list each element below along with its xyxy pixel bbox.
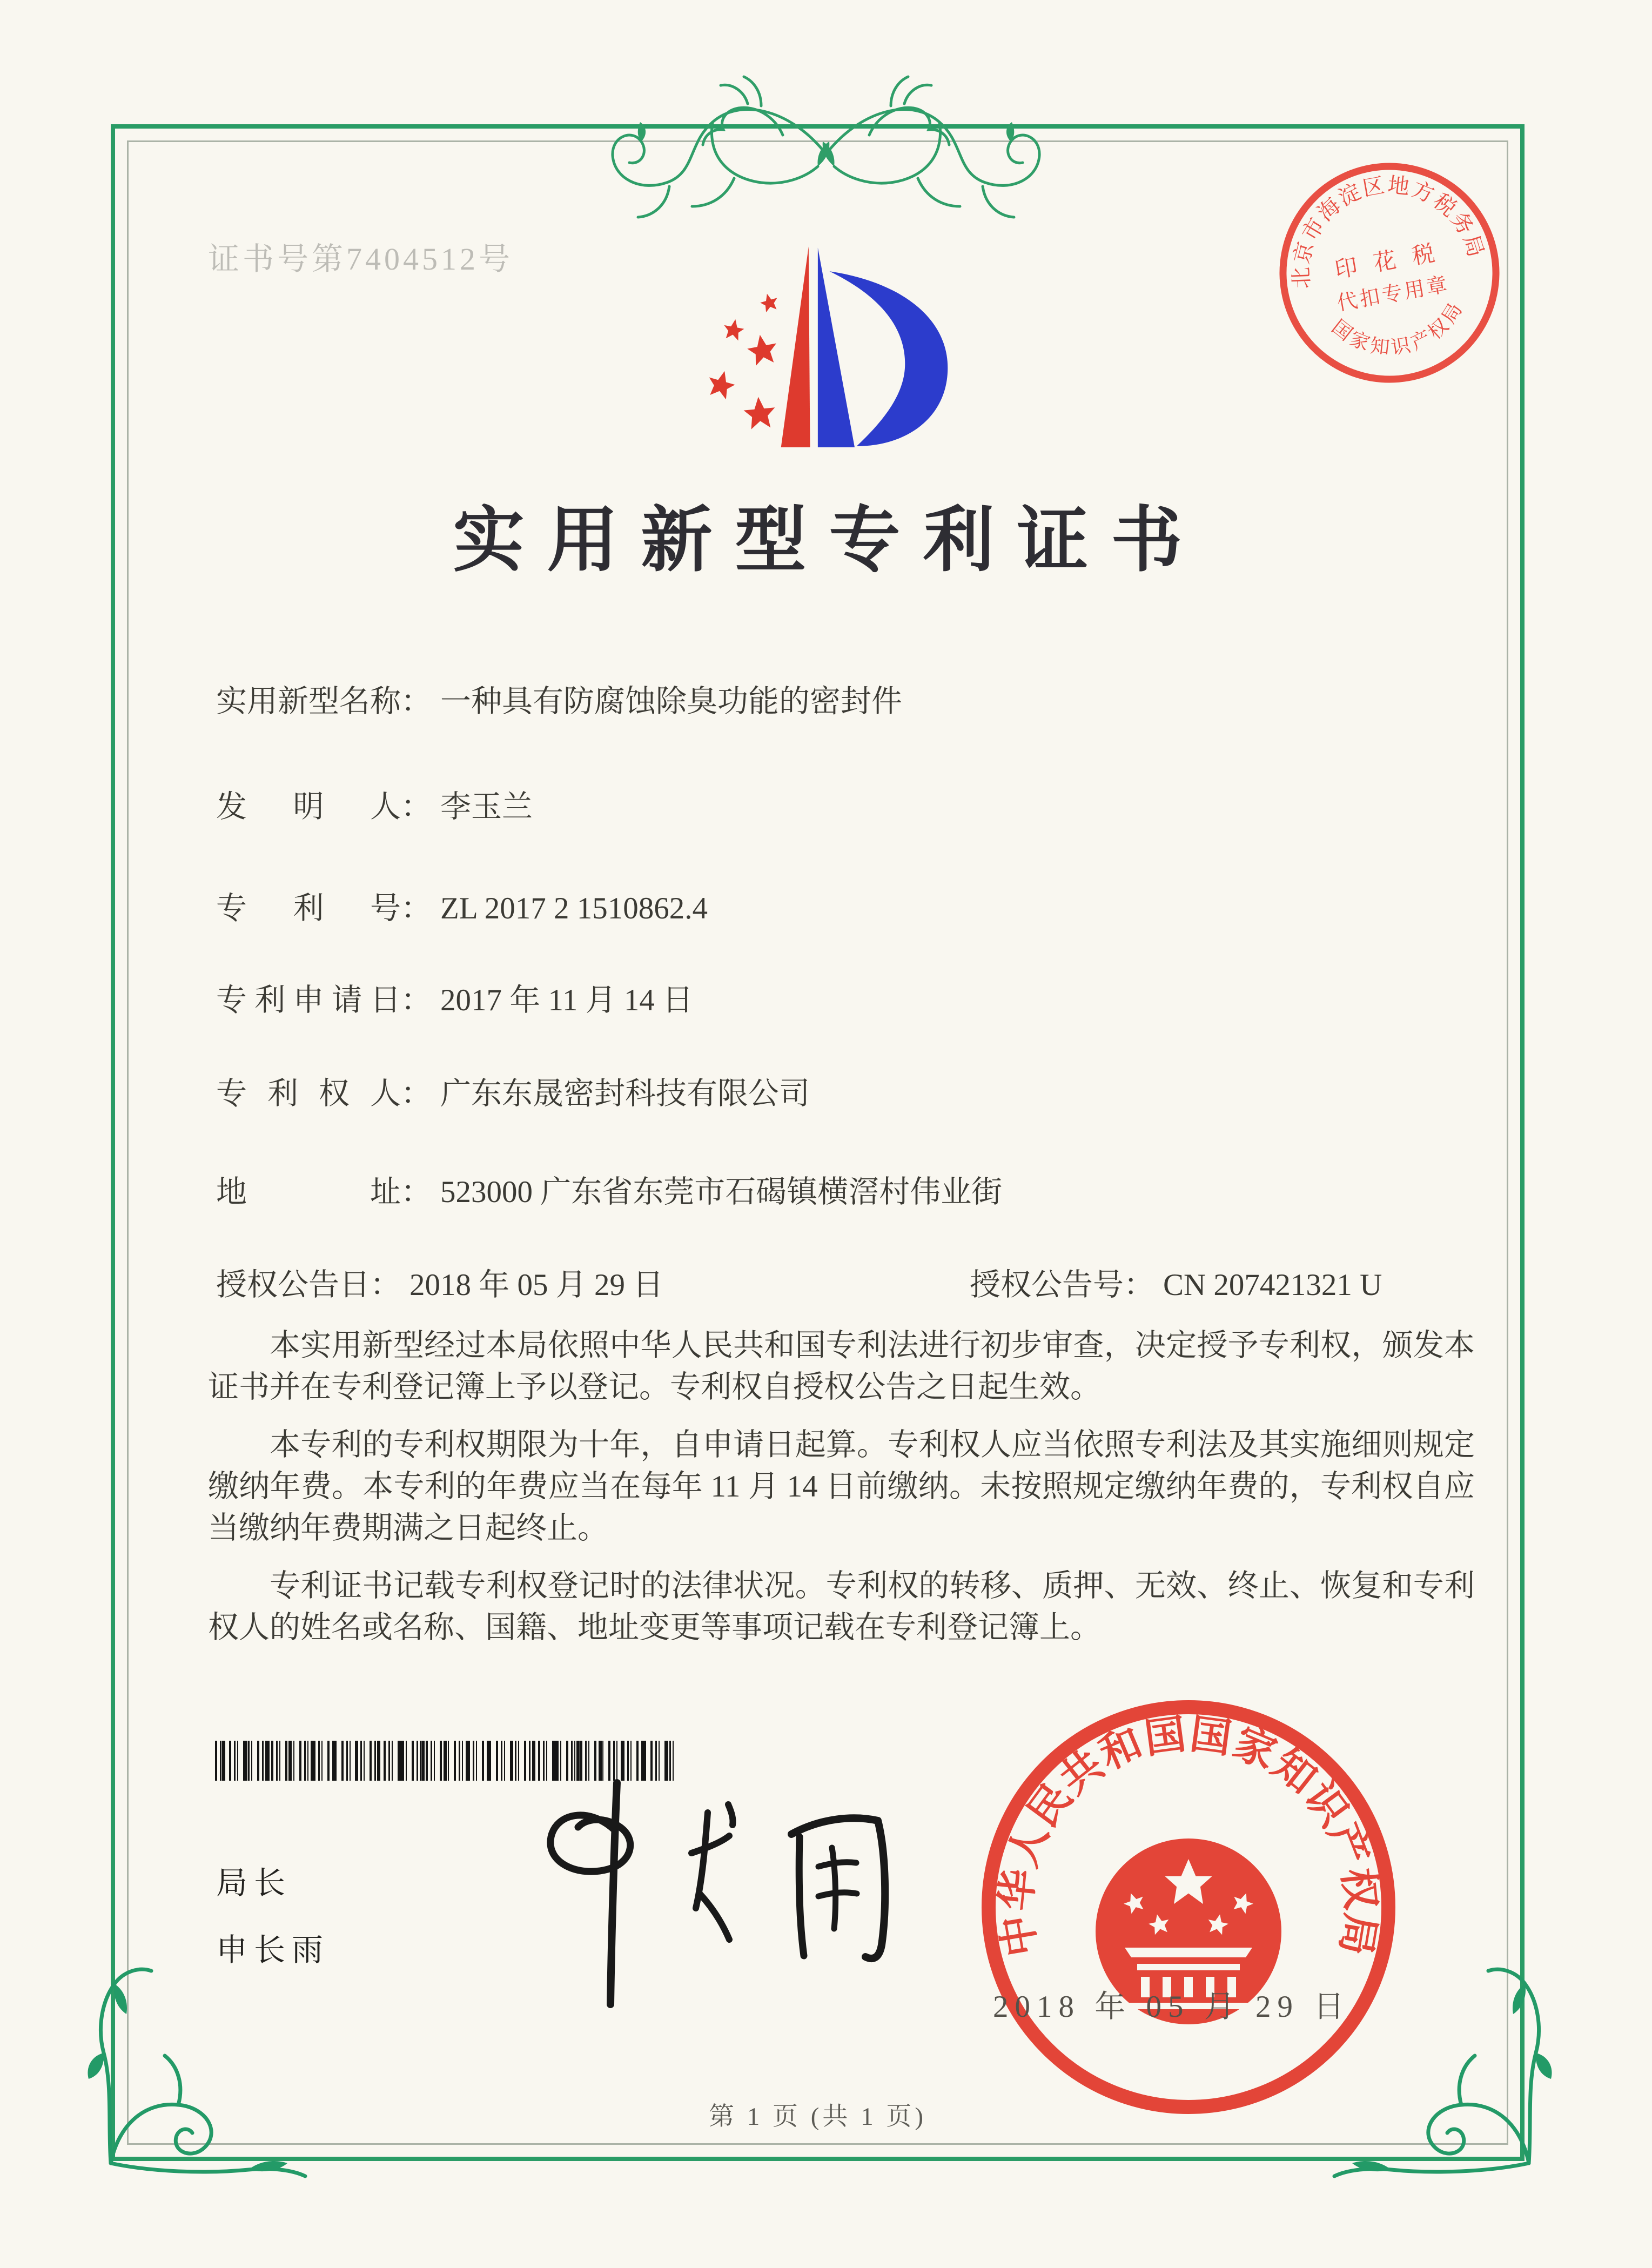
page-title: 实用新型专利证书 — [453, 501, 1205, 580]
field-label-patent-number: 专利号 — [216, 891, 401, 925]
commissioner-name-label: 申长雨 — [216, 1933, 330, 1968]
field-label-patentee: 专利权人 — [216, 1077, 401, 1111]
colon: ： — [401, 1077, 432, 1111]
field-value-inventor: 李玉兰 — [440, 790, 533, 824]
seal-date: 2018 年 05 月 29 日 — [993, 1990, 1351, 2024]
cnipa-logo-icon — [686, 240, 967, 457]
colon: ： — [401, 983, 432, 1017]
field-label-grant-number: 授权公告号 — [970, 1268, 1124, 1302]
field-label-filing-date: 专利申请日 — [216, 983, 401, 1017]
field-row-inventor — [216, 782, 533, 826]
certificate-number: 证书号第7404512号 — [208, 241, 514, 277]
field-value-patentee: 广东东晟密封科技有限公司 — [440, 1077, 810, 1111]
stamp-tax-icon — [1271, 154, 1508, 392]
official-seal-cnipa-icon — [967, 1686, 1410, 2129]
field-value-filing-date: 2017 年 11 月 14 日 — [440, 983, 694, 1017]
colon: ： — [1124, 1268, 1154, 1302]
colon: ： — [401, 790, 432, 824]
colon: ： — [401, 685, 432, 719]
field-row-grant — [216, 1260, 1382, 1304]
field-value-patent-number: ZL 2017 2 1510862.4 — [440, 891, 708, 925]
field-label-grant-date: 授权公告日 — [216, 1268, 370, 1302]
field-label-name: 实用新型名称 — [216, 685, 401, 719]
tax-stamp-arc-top-text: 北京市海淀区地方税务局 — [1288, 172, 1489, 290]
commissioner-handwritten-signature — [475, 1767, 972, 2021]
tax-stamp-center-line1: 印 花 税 — [1333, 240, 1442, 284]
field-row-filing-date — [216, 975, 693, 1019]
tax-stamp-arc-bottom-text: 国家知识产权局 — [1327, 297, 1468, 359]
field-row-address — [216, 1167, 1002, 1211]
paragraph-register-statement: 专利证书记载专利权登记时的法律状况。专利权的转移、质押、无效、终止、恢复和专利权人的姓名或名称、国籍、地址变更等事项记载在专利登记簿上。 — [208, 1569, 1475, 1645]
page-footer: 第 1 页 (共 1 页) — [708, 2103, 927, 2131]
colon: ： — [370, 1268, 401, 1302]
field-row-patent-number — [216, 883, 708, 928]
field-row-patentee — [216, 1069, 810, 1113]
commissioner-title-label: 局长 — [216, 1866, 292, 1901]
paragraph-grant-statement: 本实用新型经过本局依照中华人民共和国专利法进行初步审查，决定授予专利权，颁发本证书并在专利登记簿上予以登记。专利权自授权公告之日起生效。 — [208, 1328, 1475, 1404]
seal-ring-text: 中华人民共和国国家知识产权局 — [993, 1712, 1384, 1960]
field-row-name — [216, 676, 902, 721]
colon: ： — [401, 891, 432, 925]
field-value-grant-date: 2018 年 05 月 29 日 — [409, 1268, 664, 1302]
field-value-address: 523000 广东省东莞市石碣镇横滘村伟业街 — [440, 1175, 1003, 1209]
colon: ： — [401, 1175, 432, 1209]
field-label-address: 地址 — [216, 1175, 401, 1209]
field-value-grant-number: CN 207421321 U — [1163, 1268, 1382, 1302]
field-value-name: 一种具有防腐蚀除臭功能的密封件 — [440, 685, 902, 719]
legal-text-block — [208, 1325, 1475, 1665]
tax-stamp-center-line2: 代扣专用章 — [1335, 273, 1452, 316]
field-label-inventor: 发明人 — [216, 790, 401, 824]
paragraph-term-statement: 本专利的专利权期限为十年，自申请日起算。专利权人应当依照专利法及其实施细则规定缴纳年费。本专利的年费应当在每年 11 月 14 日前缴纳。未按照规定缴纳年费的，专利权自应当缴纳年费期满之日起终止。 — [208, 1428, 1475, 1545]
